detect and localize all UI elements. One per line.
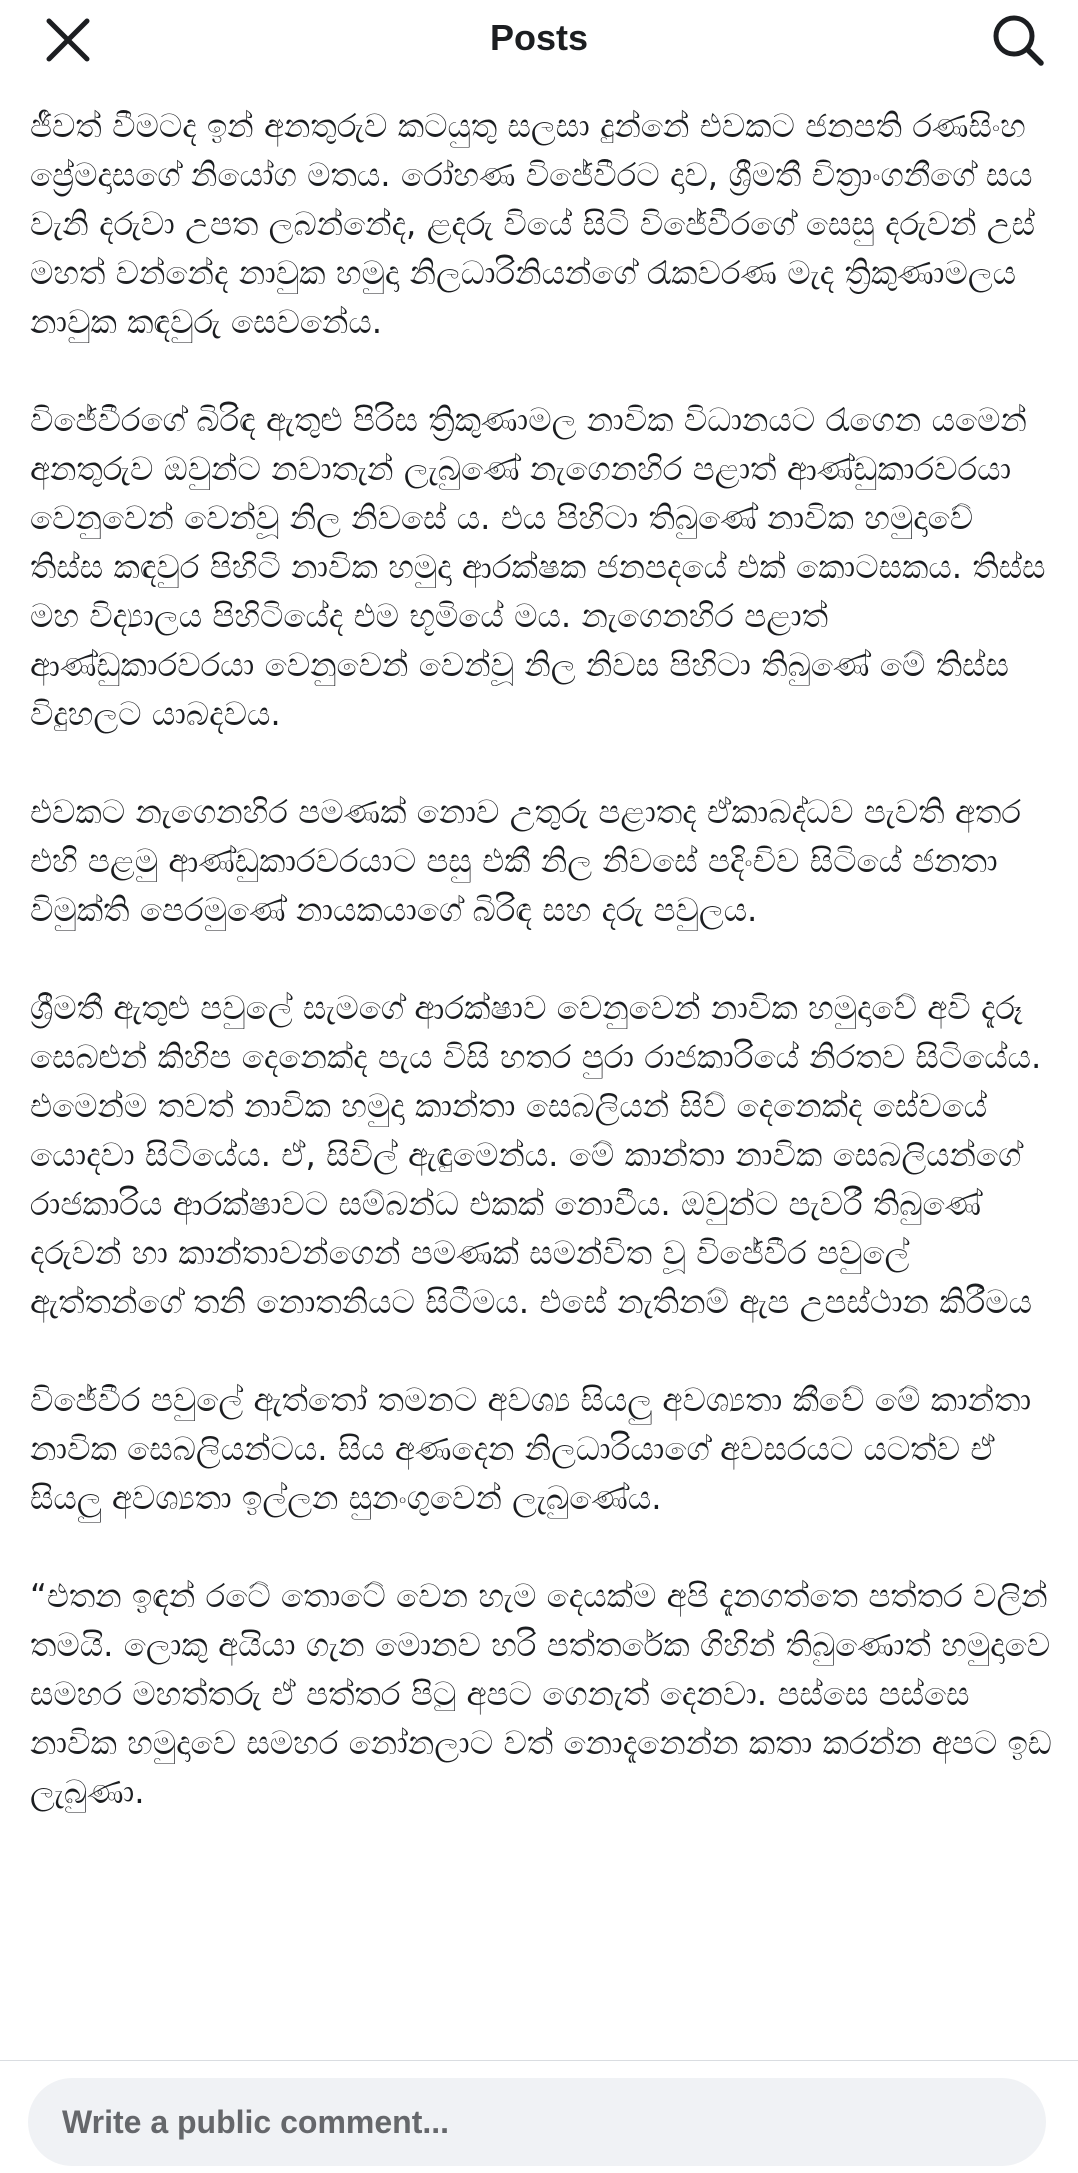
post-paragraph: ජීවත් වීමටද ඉන් අනතුරුව කටයුතු සලසා දුන්නේ එවකට ජනපති රණසිංහ ප්‍රේමදාසගේ නියෝග මතය. රෝහණ විජේවීරට දාව, ශ්‍රීමතී චිත්‍රාංගනීගේ සය වැනි දරුවා උපත ලබන්නේද, ළදරු වියේ සිටි විජේවීරගේ සෙසු දරුවන් උස් මහත් වන්නේද නාවුක හමුදා නිලධාරිනියන්ගේ රැකවරණ මැද ත්‍රිකුණාමලය නාවුක කඳවුරු සෙවනේය.: [30, 107, 1035, 341]
post-paragraph: “එතන ඉඳන් රටේ තොටේ වෙන හැම දෙයක්ම අපි දැනගත්තෙ පත්තර වලින් තමයි. ලොකු අයියා ගැන මොනව හරි පත්තරේක ගිහින් තිබුණොත් හමුදාවෙ සමහර මහත්තරු ඒ පත්තර පිටු අපට ගෙනැත් දෙනවා. පස්සෙ පස්සෙ නාවික හමුදාවෙ සමහර නෝනලාට වත් නොදැනෙන්න කතා කරන්න අපට ඉඩ ලැබුණා.: [30, 1577, 1052, 1811]
comment-input[interactable]: [28, 2078, 1046, 2166]
post-paragraph: විජේවීරගේ බිරිඳ ඇතුළු පිරිස ත්‍රිකුණාමල නාවික විධානයට රැගෙන යමෙන් අනතුරුව ඔවුන්ට නවාතැන් ලැබුණේ නැගෙනහිර පළාත් ආණ්ඩුකාරවරයා වෙනුවෙන් වෙන්වූ නිල නිවසේ ය. එය පිහිටා තිබුණේ නාවික හමුදාවේ තිස්ස කඳවුර පිහිටි නාවික හමුදා ආරක්ෂක ජනපදයේ එක් කොටසකය. තිස්ස මහ විද්‍යාලය පිහිටියේද එම භූමියේ මය. නැගෙනහිර පළාත් ආණ්ඩුකාරවරයා වෙනුවෙන් වෙන්වූ නිල නිවස පිහිටා තිබුණේ මේ තිස්ස විදුහලට යාබදවය.: [30, 401, 1046, 733]
search-icon: [990, 12, 1046, 68]
comment-placeholder: Write a public comment...: [62, 2103, 450, 2140]
search-button[interactable]: [986, 8, 1050, 72]
post-paragraph: එවකට නැගෙනහිර පමණක් නොව උතුරු පළාතද ඒකාබද්ධව පැවති අතර එහි පළමු ආණ්ඩුකාරවරයාට පසු එකී නිල නිවසේ පදිංචිව සිටියේ ජනතා විමුක්ති පෙරමුණේ නායකයාගේ බිරිඳ සහ දරු පවුලය.: [30, 793, 1022, 929]
comment-bar: [0, 2060, 1078, 2173]
post-content-area[interactable]: [0, 64, 1078, 2060]
top-bar: [0, 0, 1078, 82]
page-title: Posts: [489, 17, 589, 58]
post-text: [0, 64, 1078, 1817]
post-paragraph: ශ්‍රීමතී ඇතුළු පවුලේ සැමගේ ආරක්ෂාව වෙනුවෙන් නාවික හමුදාවේ අවි දැරූ සෙබළුන් කිහිප දෙනෙක්ද පැය විසි හතර පුරා රාජකාරියේ නිරතව සිටියේය. එමෙන්ම තවත් නාවික හමුදා කාන්තා සෙබලියන් සිව් දෙනෙක්ද සේවයේ යොදවා සිටියේය. ඒ, සිවිල් ඇඳුමෙන්ය. මේ කාන්තා නාවික සෙබලියන්ගේ රාජකාරිය ආරක්ෂාවට සම්බන්ධ එකක් නොවීය. ඔවුන්ට පැවරී තිබුණේ දරුවන් හා කාන්තාවන්ගෙන් පමණක් සමන්විත වූ විජේවීර පවුලේ ඇත්තන්ගේ තනි නොතනියට සිටීමය. එසේ නැතිනම් ඇප උපස්ථාන කිරීමය: [30, 989, 1042, 1321]
post-paragraph: විජේවීර පවුලේ ඇත්තෝ තමනට අවශ්‍ය සියලු අවශ්‍යතා කීවේ මේ කාන්තා නාවික සෙබලියන්ටය. සිය අණදෙන නිලධාරියාගේ අවසරයට යටත්ව ඒ සියලු අවශ්‍යතා ඉල්ලන සුනංගුවෙන් ලැබුණේය.: [30, 1381, 1032, 1517]
